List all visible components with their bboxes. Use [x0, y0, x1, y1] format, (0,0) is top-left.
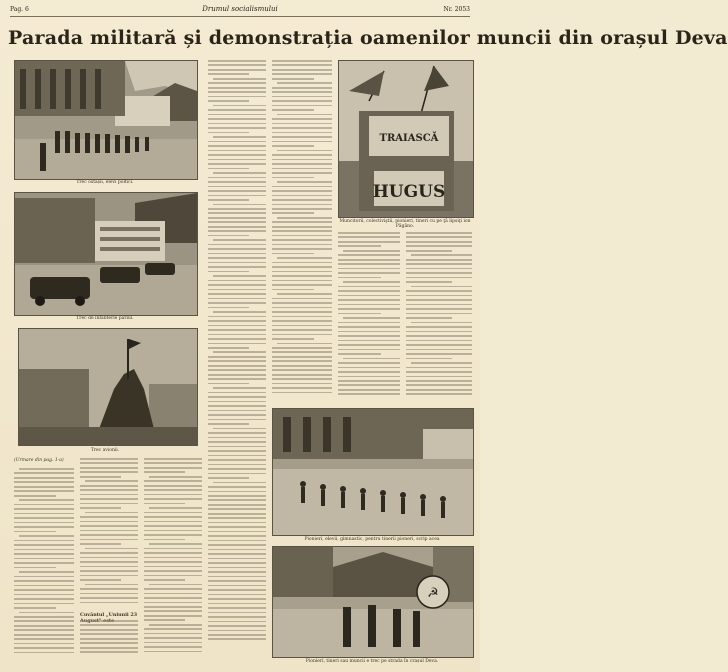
text-column-5 — [14, 468, 74, 658]
text-column-6 — [80, 458, 138, 608]
photo-monument — [18, 328, 198, 446]
caption-photo-right-top: Muncitorii, colectiviştii, pionieri, tineri cu pe ţă lipsiţi ion Păgâno. — [339, 219, 471, 229]
text-column-4 — [406, 232, 472, 402]
caption-photo-right-bottom: Pionieri, tineri sau muncii e trec pe strada în crașul Deva. — [305, 659, 439, 664]
svg-text:☭: ☭ — [427, 586, 439, 601]
photo-military-parade — [14, 60, 198, 180]
banner-text-top: TRAIASCĂ — [379, 133, 439, 144]
page-header — [10, 4, 470, 17]
text-column-6b — [80, 620, 138, 658]
photo-pioneers-parade — [272, 408, 474, 536]
caption-photo-right-mid: Pionieri, elevii, gimnastic, pentru tinerii pioneri, scrip acea — [304, 537, 440, 542]
headline: Parada militară și demonstrația oamenilor muncii din orașul Deva — [8, 27, 728, 49]
page-number: Pag. 6 — [10, 6, 29, 13]
column-subheading: Cuvântul „Uniunii 23 — [80, 612, 138, 618]
text-column-2 — [272, 60, 332, 400]
column-continuation-note: (Urmare din pag. 1-a) — [14, 458, 64, 463]
newspaper-title: Drumul socialismului — [202, 5, 278, 13]
text-column-3 — [338, 232, 400, 402]
photo-infantry — [14, 192, 198, 316]
text-column-1 — [208, 60, 266, 656]
text-column-7 — [144, 458, 202, 658]
caption-photo1: Trec ostașii, elevi poltici. — [76, 180, 134, 185]
caption-photo2: Trec de infanterie pariul. — [76, 316, 134, 321]
banner-text-bottom: HUGUS — [372, 182, 446, 202]
issue-number: Nr. 2053 — [443, 6, 470, 13]
caption-photo3: Trec avionii. — [90, 448, 120, 453]
photo-banner-demonstration — [338, 60, 474, 218]
photo-youth-march — [272, 546, 474, 658]
